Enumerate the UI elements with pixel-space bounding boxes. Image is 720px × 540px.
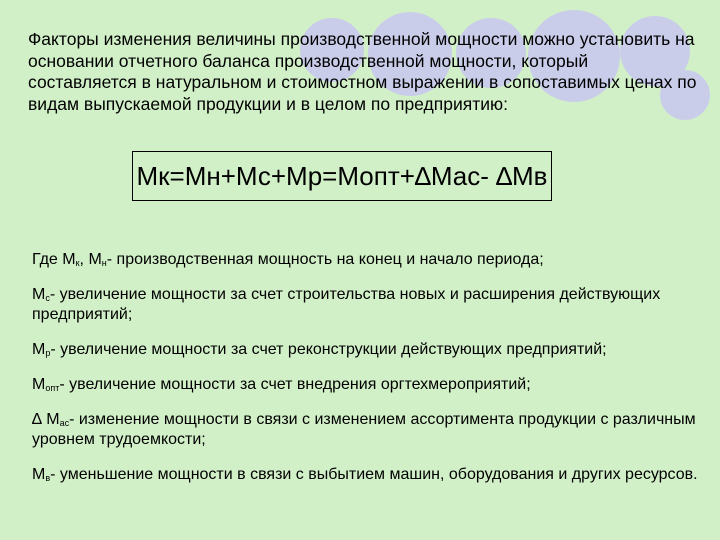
- definition-text: - производственная мощность на конец и начало периода;: [106, 251, 544, 268]
- definition-text: - уменьшение мощности в связи с выбытием машин, оборудования и других ресурсов.: [50, 466, 698, 483]
- definition-symbol: , М: [79, 251, 102, 268]
- definition-item: [32, 250, 698, 270]
- definition-symbol: М: [32, 466, 46, 483]
- definition-symbol: М: [32, 376, 46, 393]
- definition-subscript: опт: [45, 383, 60, 393]
- definition-symbol: ∆ М: [32, 411, 60, 428]
- definition-subscript: к: [75, 258, 80, 268]
- definition-symbol: М: [32, 286, 46, 303]
- intro-paragraph: Факторы изменения величины производственной мощности можно установить на основании отчетного баланса производственной мощности, который составляется в натуральном и стоимостном выражении в сопоставимых ценах по видам выпускаемой продукции и в целом по предприятию:: [28, 29, 697, 114]
- definition-item: [32, 410, 698, 450]
- formula-box: [132, 151, 552, 201]
- definition-text: - изменение мощности в связи с изменением ассортимента продукции с различным уровнем трудоемкости;: [32, 411, 696, 448]
- definition-subscript: ас: [59, 418, 70, 428]
- definition-item: [32, 340, 698, 360]
- definition-symbol: М: [32, 341, 46, 358]
- definition-item: [32, 375, 698, 395]
- definition-symbol: Где М: [32, 251, 76, 268]
- definition-subscript: в: [45, 473, 51, 483]
- definition-text: - увеличение мощности за счет внедрения оргтехмероприятий;: [59, 376, 531, 393]
- definition-item: [32, 465, 698, 485]
- definition-item: [32, 285, 698, 325]
- definition-subscript: н: [101, 258, 107, 268]
- definition-text: - увеличение мощности за счет реконструкции действующих предприятий;: [50, 341, 607, 358]
- definition-subscript: р: [45, 348, 51, 358]
- formula: Мк=Мн+Мс+Мр=Мопт+∆Мас- ∆Мв: [136, 160, 548, 191]
- definition-subscript: с: [45, 293, 50, 303]
- definition-text: - увеличение мощности за счет строительства новых и расширения действующих предприятий;: [32, 286, 661, 323]
- definitions-list: [32, 250, 698, 500]
